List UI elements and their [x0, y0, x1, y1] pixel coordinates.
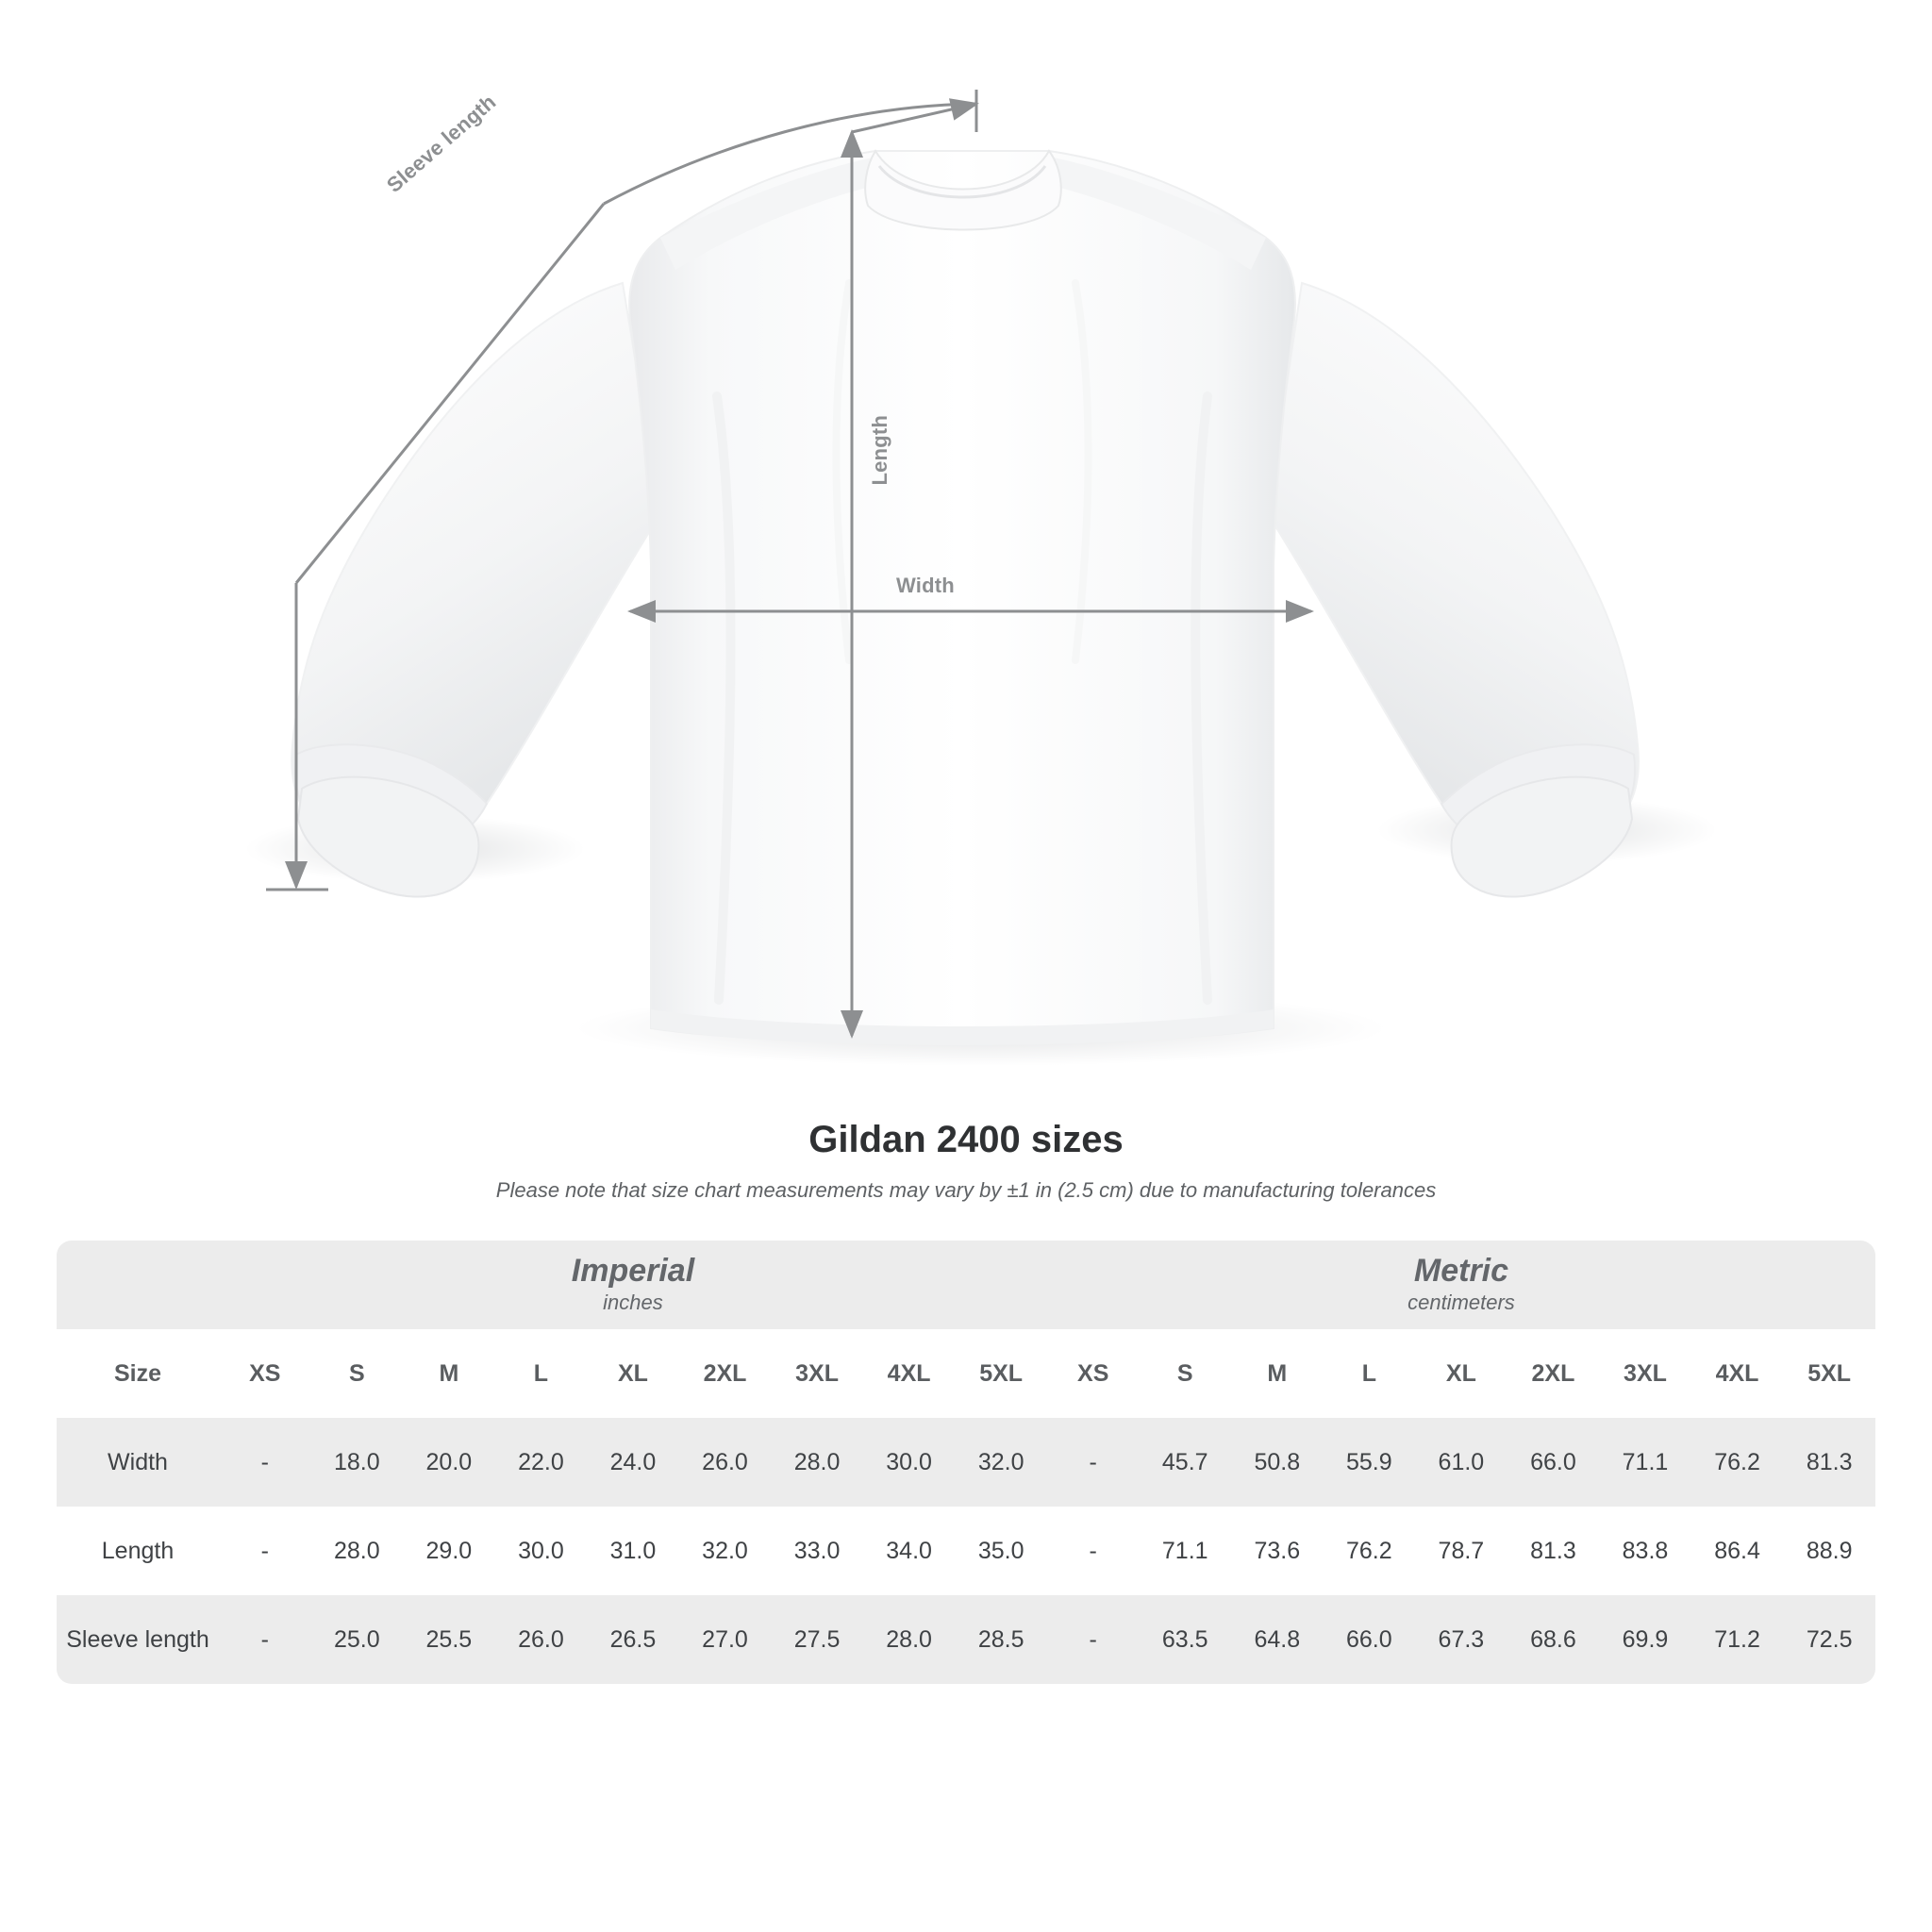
cell-sleeve-metric-2xl: 68.6: [1507, 1595, 1600, 1684]
size-header-metric-3xl: 3XL: [1599, 1329, 1691, 1418]
cell-sleeve-imperial-m: 25.5: [403, 1595, 495, 1684]
unit-imperial-name: Imperial: [571, 1253, 695, 1290]
cell-length-imperial-s: 28.0: [311, 1507, 404, 1595]
cell-sleeve-imperial-5xl: 28.5: [955, 1595, 1047, 1684]
cell-width-imperial-xs: -: [219, 1418, 311, 1507]
cell-width-imperial-xl: 24.0: [587, 1418, 679, 1507]
cell-sleeve-metric-l: 66.0: [1324, 1595, 1416, 1684]
unit-group-imperial: [219, 1241, 1047, 1329]
size-header-metric-2xl: 2XL: [1507, 1329, 1600, 1418]
page-title: Gildan 2400 sizes: [808, 1119, 1124, 1160]
size-table: [57, 1241, 1875, 1684]
size-header-metric-m: M: [1231, 1329, 1324, 1418]
size-header-metric-s: S: [1139, 1329, 1231, 1418]
cell-length-metric-xl: 78.7: [1415, 1507, 1507, 1595]
size-header-imperial-4xl: 4XL: [863, 1329, 956, 1418]
cell-sleeve-imperial-l: 26.0: [495, 1595, 588, 1684]
size-header-imperial-2xl: 2XL: [679, 1329, 772, 1418]
size-header-metric-5xl: 5XL: [1783, 1329, 1875, 1418]
cell-width-metric-xl: 61.0: [1415, 1418, 1507, 1507]
cell-width-imperial-4xl: 30.0: [863, 1418, 956, 1507]
cell-width-metric-xs: -: [1047, 1418, 1140, 1507]
cell-sleeve-metric-xl: 67.3: [1415, 1595, 1507, 1684]
unit-header-row: [57, 1241, 1875, 1329]
cell-length-metric-l: 76.2: [1324, 1507, 1416, 1595]
size-header-metric-xl: XL: [1415, 1329, 1507, 1418]
size-header-label: Size: [57, 1329, 219, 1418]
cell-width-metric-l: 55.9: [1324, 1418, 1416, 1507]
size-header-imperial-xl: XL: [587, 1329, 679, 1418]
cell-sleeve-metric-5xl: 72.5: [1783, 1595, 1875, 1684]
cell-width-metric-4xl: 76.2: [1691, 1418, 1784, 1507]
cell-length-imperial-xs: -: [219, 1507, 311, 1595]
row-label-sleeve-length: Sleeve length: [57, 1595, 219, 1684]
cell-length-metric-m: 73.6: [1231, 1507, 1324, 1595]
cell-width-imperial-l: 22.0: [495, 1418, 588, 1507]
cell-length-metric-xs: -: [1047, 1507, 1140, 1595]
cell-width-imperial-3xl: 28.0: [771, 1418, 863, 1507]
sleeve-length-label: Sleeve length: [382, 90, 501, 197]
unit-metric-name: Metric: [1413, 1253, 1509, 1290]
cell-width-imperial-s: 18.0: [311, 1418, 404, 1507]
width-label: Width: [896, 574, 955, 597]
cell-sleeve-imperial-s: 25.0: [311, 1595, 404, 1684]
cell-width-metric-2xl: 66.0: [1507, 1418, 1600, 1507]
table-row: [57, 1507, 1875, 1595]
cell-sleeve-imperial-4xl: 28.0: [863, 1595, 956, 1684]
size-header-imperial-l: L: [495, 1329, 588, 1418]
unit-metric-sub: centimeters: [1407, 1291, 1515, 1315]
cell-width-imperial-m: 20.0: [403, 1418, 495, 1507]
cell-sleeve-metric-s: 63.5: [1139, 1595, 1231, 1684]
cell-length-imperial-5xl: 35.0: [955, 1507, 1047, 1595]
unit-group-metric: [1047, 1241, 1875, 1329]
size-header-imperial-xs: XS: [219, 1329, 311, 1418]
cell-sleeve-imperial-xl: 26.5: [587, 1595, 679, 1684]
size-header-row: [57, 1329, 1875, 1418]
cell-sleeve-imperial-3xl: 27.5: [771, 1595, 863, 1684]
size-header-metric-l: L: [1324, 1329, 1416, 1418]
cell-length-metric-5xl: 88.9: [1783, 1507, 1875, 1595]
cell-length-metric-2xl: 81.3: [1507, 1507, 1600, 1595]
size-header-imperial-5xl: 5XL: [955, 1329, 1047, 1418]
page-subtitle: Please note that size chart measurements may vary by ±1 in (2.5 cm) due to manufacturing tolerances: [495, 1178, 1437, 1202]
cell-sleeve-imperial-2xl: 27.0: [679, 1595, 772, 1684]
row-label-length: Length: [57, 1507, 219, 1595]
row-label-width: Width: [57, 1418, 219, 1507]
cell-length-imperial-2xl: 32.0: [679, 1507, 772, 1595]
size-header-imperial-s: S: [311, 1329, 404, 1418]
cell-width-imperial-5xl: 32.0: [955, 1418, 1047, 1507]
table-row: [57, 1418, 1875, 1507]
cell-length-imperial-xl: 31.0: [587, 1507, 679, 1595]
table-row: [57, 1595, 1875, 1684]
cell-length-metric-4xl: 86.4: [1691, 1507, 1784, 1595]
cell-sleeve-imperial-xs: -: [219, 1595, 311, 1684]
cell-width-metric-5xl: 81.3: [1783, 1418, 1875, 1507]
cell-width-metric-3xl: 71.1: [1599, 1418, 1691, 1507]
cell-length-imperial-3xl: 33.0: [771, 1507, 863, 1595]
size-header-metric-4xl: 4XL: [1691, 1329, 1784, 1418]
unit-corner-left: [57, 1241, 219, 1329]
cell-width-imperial-2xl: 26.0: [679, 1418, 772, 1507]
cell-sleeve-metric-m: 64.8: [1231, 1595, 1324, 1684]
cell-length-imperial-l: 30.0: [495, 1507, 588, 1595]
cell-length-imperial-m: 29.0: [403, 1507, 495, 1595]
length-label: Length: [868, 415, 891, 486]
cell-width-metric-s: 45.7: [1139, 1418, 1231, 1507]
cell-length-imperial-4xl: 34.0: [863, 1507, 956, 1595]
cell-length-metric-s: 71.1: [1139, 1507, 1231, 1595]
cell-sleeve-metric-xs: -: [1047, 1595, 1140, 1684]
size-table-container: [57, 1241, 1875, 1684]
cell-sleeve-metric-4xl: 71.2: [1691, 1595, 1784, 1684]
size-header-imperial-3xl: 3XL: [771, 1329, 863, 1418]
cell-sleeve-metric-3xl: 69.9: [1599, 1595, 1691, 1684]
unit-imperial-sub: inches: [603, 1291, 663, 1315]
title-block: [0, 1119, 1932, 1203]
cell-width-metric-m: 50.8: [1231, 1418, 1324, 1507]
size-header-metric-xs: XS: [1047, 1329, 1140, 1418]
cell-length-metric-3xl: 83.8: [1599, 1507, 1691, 1595]
size-header-imperial-m: M: [403, 1329, 495, 1418]
